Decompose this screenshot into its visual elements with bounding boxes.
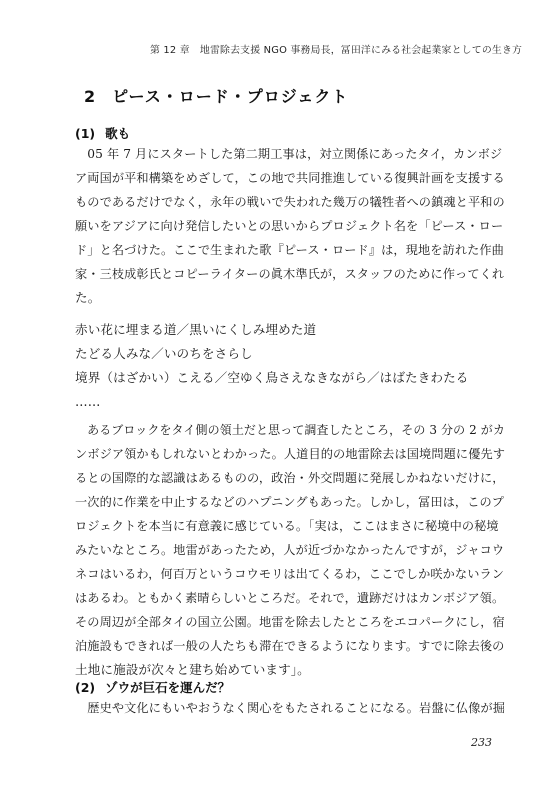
lyric-line: たどる人みな／いのちをさらし <box>75 346 253 361</box>
text-line: ものであるだけでなく，永年の戦いで失われた幾万の犠牲者への鎮魂と平和の <box>75 195 505 209</box>
subsection-heading-1 <box>75 124 130 142</box>
running-head: 第 12 章 地雷除去支援 NGO 事務局長，冨田洋にみる社会起業家としての生き方 <box>150 45 523 56</box>
text-line: ネコはいるわ，何百万というコウモリは出てくるわ，ここでしか咲かないラン <box>75 567 505 581</box>
lyric-line: 境界（はざかい）こえる／空ゆく鳥さえなきながら／はばたきわたる <box>75 370 469 385</box>
text-line: ド」と名づけた。ここで生まれた歌『ピース・ロード』は，現地を訪れた作曲 <box>75 243 504 257</box>
subsection-title: ゾウが巨石を運んだ？ <box>105 680 231 695</box>
text-line: みたいなところ。地雷があったため，人が近づかなかったんですが，ジャコウ <box>75 543 505 557</box>
text-line: るとの国際的な認識はあるものの，政治・外交問題に発展しかねないだけに， <box>75 471 505 485</box>
subsection-number: (2) <box>75 680 96 695</box>
section-heading <box>84 84 348 107</box>
lyric-line: 赤い花に埋まる道／黒いにくしみ埋めた道 <box>75 322 317 337</box>
text-line: はあるわ。ともかく素晴らしいところだ。それで，遺跡だけはカンボジア領。 <box>75 591 505 605</box>
text-line: 願いをアジアに向け発信したいとの思いからプロジェクト名を「ピース・ロー <box>75 219 504 233</box>
text-line: 土地に施設が次々と建ち始めています」。 <box>75 662 310 677</box>
paragraph-3 <box>75 696 505 720</box>
text-line: ロジェクトを本当に有意義に感じている。「実は，ここはまさに秘境中の秘境 <box>75 519 499 533</box>
subsection-title: 歌も <box>105 126 131 141</box>
text-line: 一次的に作業を中止するなどのハプニングもあった。しかし，冨田は，このプ <box>75 495 505 509</box>
text-line: 泊施設もできれば一般の人たちも滞在できるようになります。すでに除去後の <box>75 639 505 653</box>
text-line: その周辺が全部タイの国立公園。地雷を除去したところをエコパークにし，宿 <box>75 615 505 629</box>
text-line: ンボジア領かもしれないとわかった。人道目的の地雷除去は国境問題に優先す <box>75 447 506 461</box>
text-line: 家・三枝成彰氏とコピーライターの眞木準氏が，スタッフのために作ってくれ <box>75 267 505 281</box>
lyric-line: …… <box>75 394 101 409</box>
section-title: ピース・ロード・プロジェクト <box>112 87 349 106</box>
subsection-number: (1) <box>75 126 96 141</box>
section-number: 2 <box>84 87 97 106</box>
text-line: 05 年 7 月にスタートした第二期工事は，対立関係にあったタイ，カンボジ <box>75 147 503 161</box>
paragraph-1 <box>75 142 505 310</box>
song-lyrics <box>75 318 505 414</box>
text-line: ア両国が平和構築をめざして，この地で共同推進している復興計画を支援する <box>75 171 505 185</box>
text-line: た。 <box>75 290 101 305</box>
subsection-heading-2 <box>75 678 230 696</box>
text-line: 歴史や文化にもいやおうなく関心をもたされることになる。岩盤に仏像が掘 <box>75 701 506 715</box>
text-line: あるブロックをタイ側の領土だと思って調査したところ，その 3 分の 2 がカ <box>75 423 505 437</box>
paragraph-2 <box>75 418 505 682</box>
page-number: 233 <box>471 736 492 749</box>
